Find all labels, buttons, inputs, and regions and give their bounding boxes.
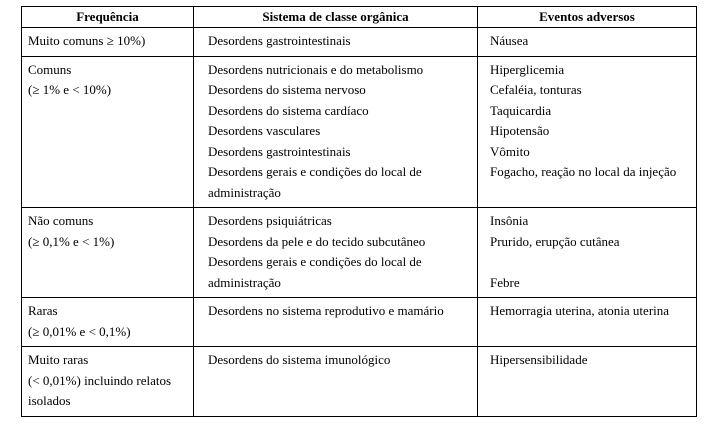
frequency-cell — [22, 298, 194, 347]
organ-class-item: Desordens gerais e condições do local de administração — [208, 164, 422, 200]
table-header-row — [22, 7, 697, 28]
adverse-event-item: Taquicardia — [490, 102, 552, 118]
organ-class-cell — [194, 208, 478, 298]
adverse-event-item: Hiperglicemia — [490, 61, 565, 77]
organ-class-item: Desordens psiquiátricas — [208, 213, 332, 228]
header-organ-class: Sistema de classe orgânica — [194, 7, 478, 28]
organ-class-item: Desordens gerais e condições do local de administração — [208, 254, 422, 290]
organ-class-item: Desordens do sistema cardíaco — [208, 102, 369, 118]
organ-class-item: Desordens vasculares — [208, 123, 321, 138]
organ-class-cell — [194, 56, 478, 208]
table-row — [22, 28, 697, 57]
organ-class-item: Desordens do sistema imunológico — [208, 352, 391, 367]
adverse-events-table — [21, 6, 697, 417]
adverse-events-table-wrapper — [21, 6, 697, 417]
adverse-event-item: Prurido, erupção cutânea — [490, 233, 620, 249]
frequency-label: Muito raras — [28, 352, 89, 367]
adverse-event-item: Fogacho, reação no local da injeção — [490, 164, 677, 179]
frequency-cell — [22, 208, 194, 298]
adverse-event-item: Cefaléia, tonturas — [490, 82, 582, 97]
organ-class-cell — [194, 347, 478, 417]
organ-class-cell — [194, 28, 478, 57]
adverse-event-cell — [478, 298, 697, 347]
adverse-event-item: Náusea — [490, 33, 529, 48]
frequency-cell — [22, 347, 194, 417]
organ-class-cell — [194, 298, 478, 347]
adverse-event-cell — [478, 208, 697, 298]
frequency-range: (≥ 0,01% e < 0,1%) — [28, 323, 131, 339]
adverse-event-item: Febre — [490, 274, 520, 290]
frequency-range: (≥ 0,1% e < 1%) — [28, 233, 115, 249]
table-row — [22, 56, 697, 208]
adverse-event-item: Hipotensão — [490, 123, 550, 138]
organ-class-item: Desordens do sistema nervoso — [208, 82, 366, 97]
frequency-label: Comuns — [28, 61, 72, 77]
table-row — [22, 347, 697, 417]
adverse-event-cell — [478, 347, 697, 417]
frequency-label: Raras — [28, 303, 58, 318]
table-row — [22, 208, 697, 298]
frequency-range: (< 0,01%) incluindo relatos isolados — [28, 372, 172, 408]
organ-class-item: Desordens nutricionais e do metabolismo — [208, 61, 424, 77]
adverse-event-cell — [478, 56, 697, 208]
adverse-event-item: Hipersensibilidade — [490, 352, 588, 367]
frequency-range: (≥ 1% e < 10%) — [28, 82, 112, 97]
header-frequency: Frequência — [22, 7, 194, 28]
adverse-event-item: Hemorragia uterina, atonia uterina — [490, 303, 670, 318]
organ-class-item: Desordens da pele e do tecido subcutâneo — [208, 233, 426, 249]
adverse-event-item: Insônia — [490, 213, 529, 228]
header-adverse-events: Eventos adversos — [478, 7, 697, 28]
organ-class-item: Desordens no sistema reprodutivo e mamário — [208, 303, 444, 318]
adverse-event-spacer — [490, 252, 692, 273]
organ-class-item: Desordens gastrointestinais — [208, 143, 351, 159]
frequency-label: Não comuns — [28, 213, 94, 228]
adverse-event-item: Vômito — [490, 143, 530, 159]
adverse-event-cell — [478, 28, 697, 57]
table-row — [22, 298, 697, 347]
organ-class-item: Desordens gastrointestinais — [208, 33, 351, 48]
frequency-cell — [22, 28, 194, 57]
frequency-label: Muito comuns ≥ 10%) — [28, 33, 146, 48]
frequency-cell — [22, 56, 194, 208]
